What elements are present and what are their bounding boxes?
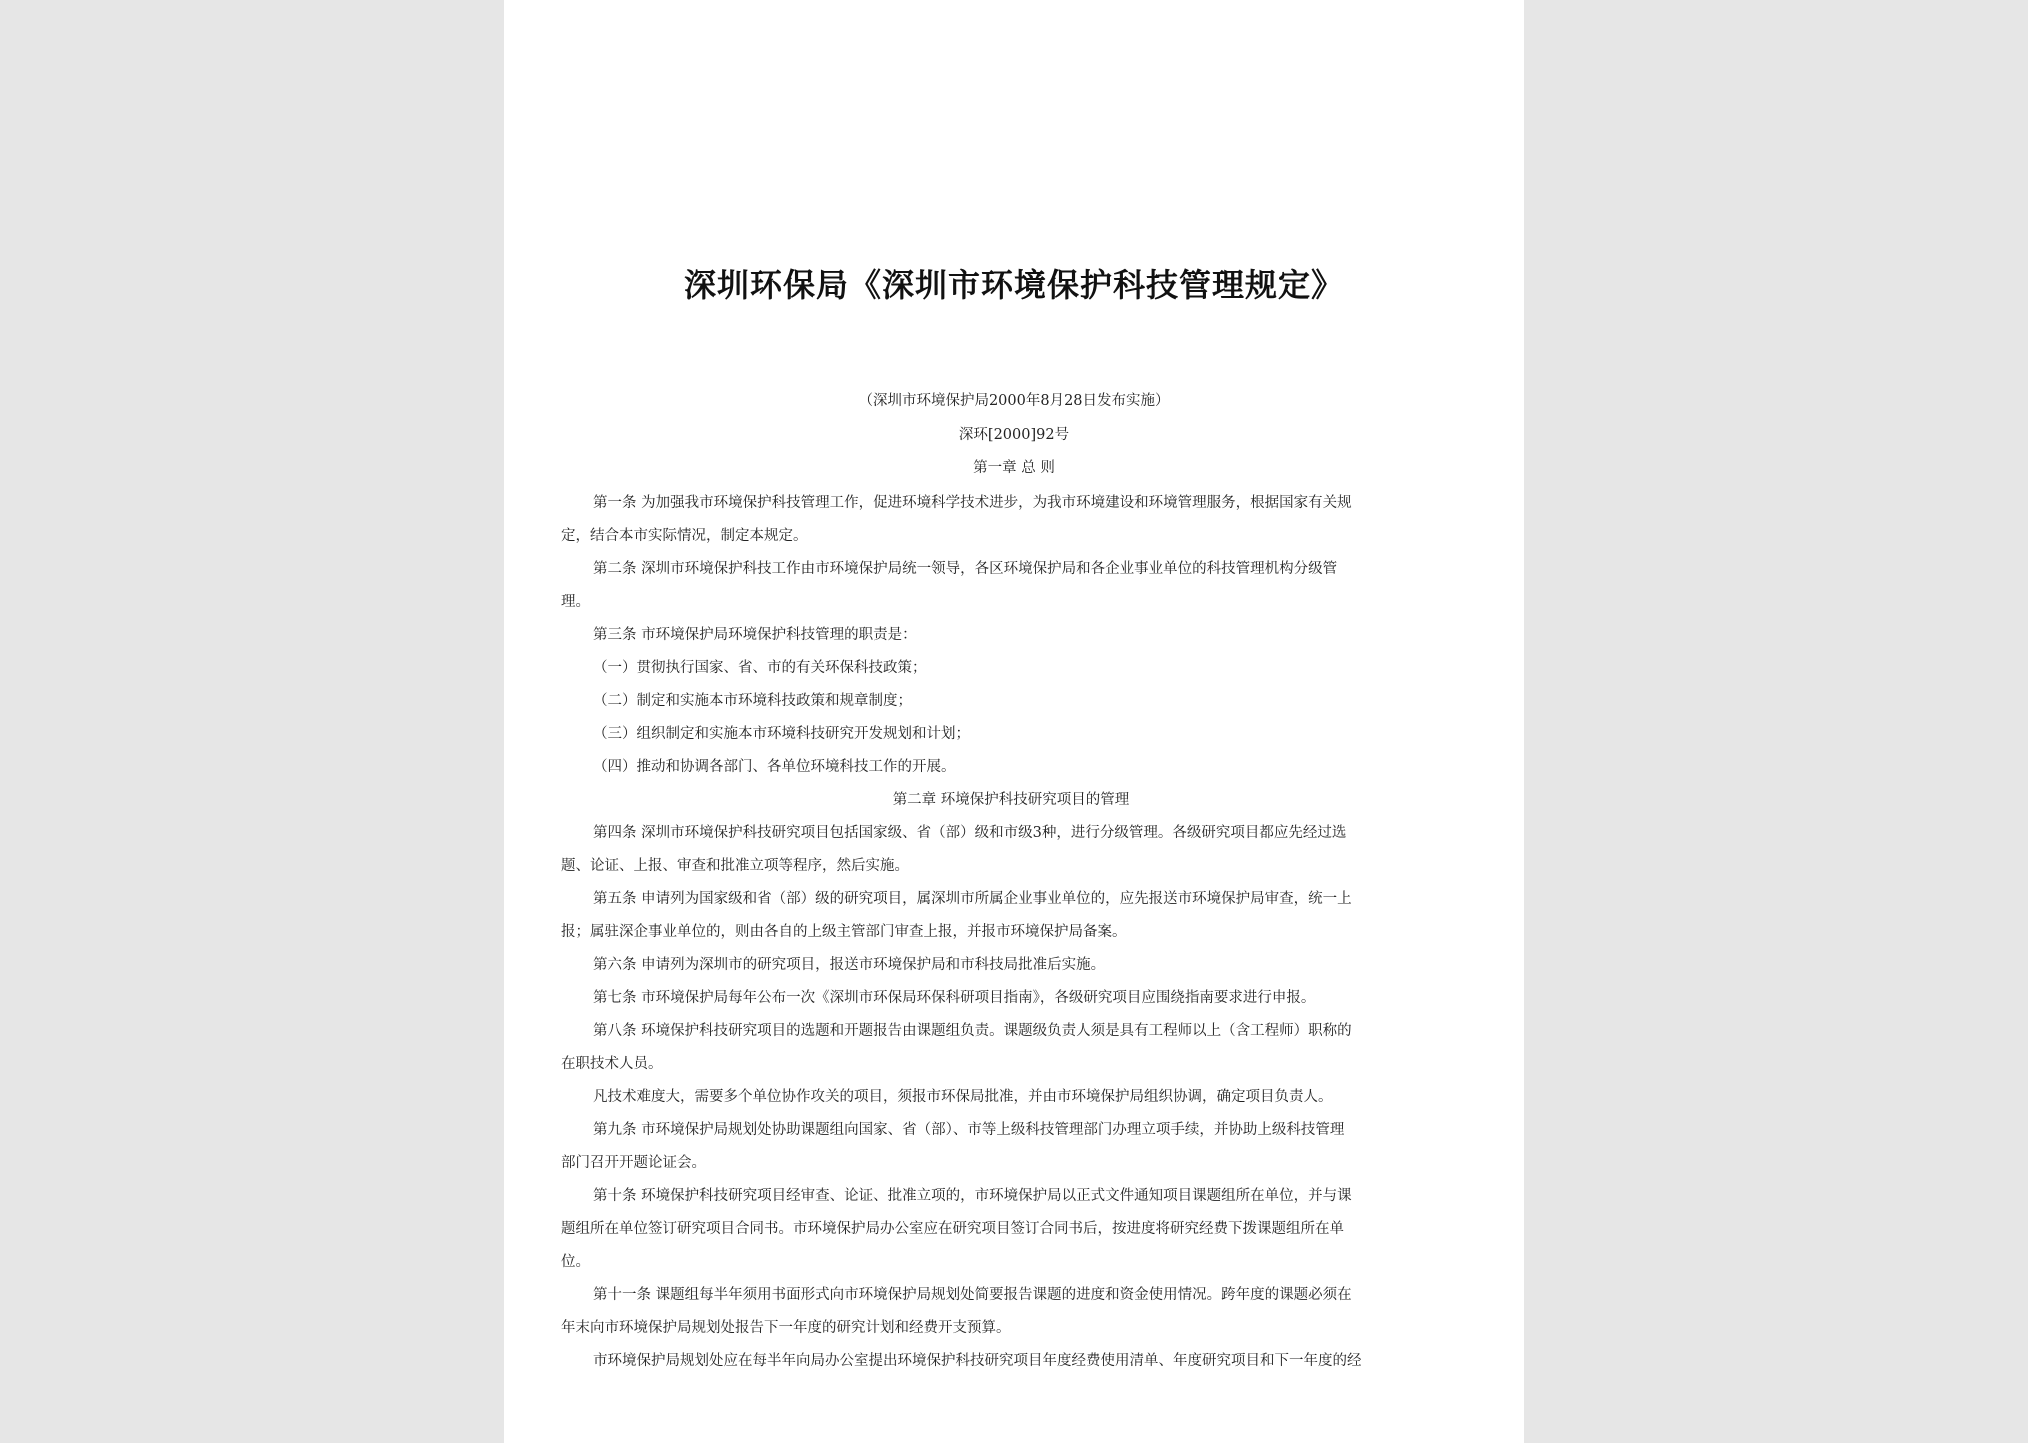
- document-title: 深圳环保局《深圳市环境保护科技管理规定》: [683, 266, 1344, 304]
- issue-note: （深圳市环境保护局2000年8月28日发布实施）: [858, 393, 1170, 409]
- paragraph-line: 在职技术人员。: [561, 1056, 663, 1072]
- paragraph-line: （一）贯彻执行国家、省、市的有关环保科技政策；: [593, 660, 927, 676]
- paragraph-line: 报；属驻深企事业单位的，则由各自的上级主管部门审查上报，并报市环境保护局备案。: [561, 924, 1127, 940]
- paragraph-line: 理。: [561, 594, 590, 610]
- paragraph-line: 题组所在单位签订研究项目合同书。市环境保护局办公室应在研究项目签订合同书后，按进度将研究经费下拨课题组所在单: [561, 1221, 1344, 1237]
- paragraph-line: 题、论证、上报、审查和批准立项等程序，然后实施。: [561, 858, 909, 874]
- paragraph-line: 市环境保护局规划处应在每半年向局办公室提出环境保护科技研究项目年度经费使用清单、年度研究项目和下一年度的经: [593, 1353, 1362, 1369]
- paragraph-line: 位。: [561, 1254, 590, 1270]
- paragraph-line: 第八条 环境保护科技研究项目的选题和开题报告由课题组负责。课题级负责人须是具有工程师以上（含工程师）职称的: [593, 1023, 1352, 1039]
- paragraph-line: 凡技术难度大，需要多个单位协作攻关的项目，须报市环保局批准，并由市环境保护局组织协调，确定项目负责人。: [593, 1089, 1333, 1105]
- paragraph-line: 第十条 环境保护科技研究项目经审查、论证、批准立项的，市环境保护局以正式文件通知项目课题组所在单位，并与课: [593, 1188, 1352, 1204]
- paragraph-line: 第七条 市环境保护局每年公布一次《深圳市环保局环保科研项目指南》，各级研究项目应围绕指南要求进行申报。: [593, 990, 1316, 1006]
- paragraph-line: 第三条 市环境保护局环境保护科技管理的职责是：: [593, 627, 917, 643]
- paragraph-line: （二）制定和实施本市环境科技政策和规章制度；: [593, 693, 912, 709]
- document-number: 深环[2000]92号: [958, 427, 1070, 443]
- chapter-heading: 第二章 环境保护科技研究项目的管理: [892, 792, 1130, 808]
- paragraph-line: 第二条 深圳市环境保护科技工作由市环境保护局统一领导，各区环境保护局和各企业事业单位的科技管理机构分级管: [593, 561, 1338, 577]
- paragraph-line: 定，结合本市实际情况，制定本规定。: [561, 528, 808, 544]
- chapter-heading: 第一章 总 则: [973, 460, 1055, 476]
- paragraph-line: 年末向市环境保护局规划处报告下一年度的研究计划和经费开支预算。: [561, 1320, 1011, 1336]
- paragraph-line: （四）推动和协调各部门、各单位环境科技工作的开展。: [593, 759, 956, 775]
- paragraph-line: 部门召开开题论证会。: [561, 1155, 706, 1171]
- paragraph-line: （三）组织制定和实施本市环境科技研究开发规划和计划；: [593, 726, 970, 742]
- paragraph-line: 第十一条 课题组每半年须用书面形式向市环境保护局规划处简要报告课题的进度和资金使用情况。跨年度的课题必须在: [593, 1287, 1352, 1303]
- document-page: [504, 0, 1524, 1443]
- paragraph-line: 第五条 申请列为国家级和省（部）级的研究项目，属深圳市所属企业事业单位的，应先报送市环境保护局审查，统一上: [593, 891, 1352, 907]
- paragraph-line: 第四条 深圳市环境保护科技研究项目包括国家级、省（部）级和市级3种，进行分级管理。各级研究项目都应先经过选: [593, 825, 1347, 841]
- paragraph-line: 第一条 为加强我市环境保护科技管理工作，促进环境科学技术进步，为我市环境建设和环境管理服务，根据国家有关规: [593, 495, 1352, 511]
- paragraph-line: 第九条 市环境保护局规划处协助课题组向国家、省（部）、市等上级科技管理部门办理立项手续，并协助上级科技管理: [593, 1122, 1345, 1138]
- paragraph-line: 第六条 申请列为深圳市的研究项目，报送市环境保护局和市科技局批准后实施。: [593, 957, 1106, 973]
- document-body: [561, 487, 1461, 1378]
